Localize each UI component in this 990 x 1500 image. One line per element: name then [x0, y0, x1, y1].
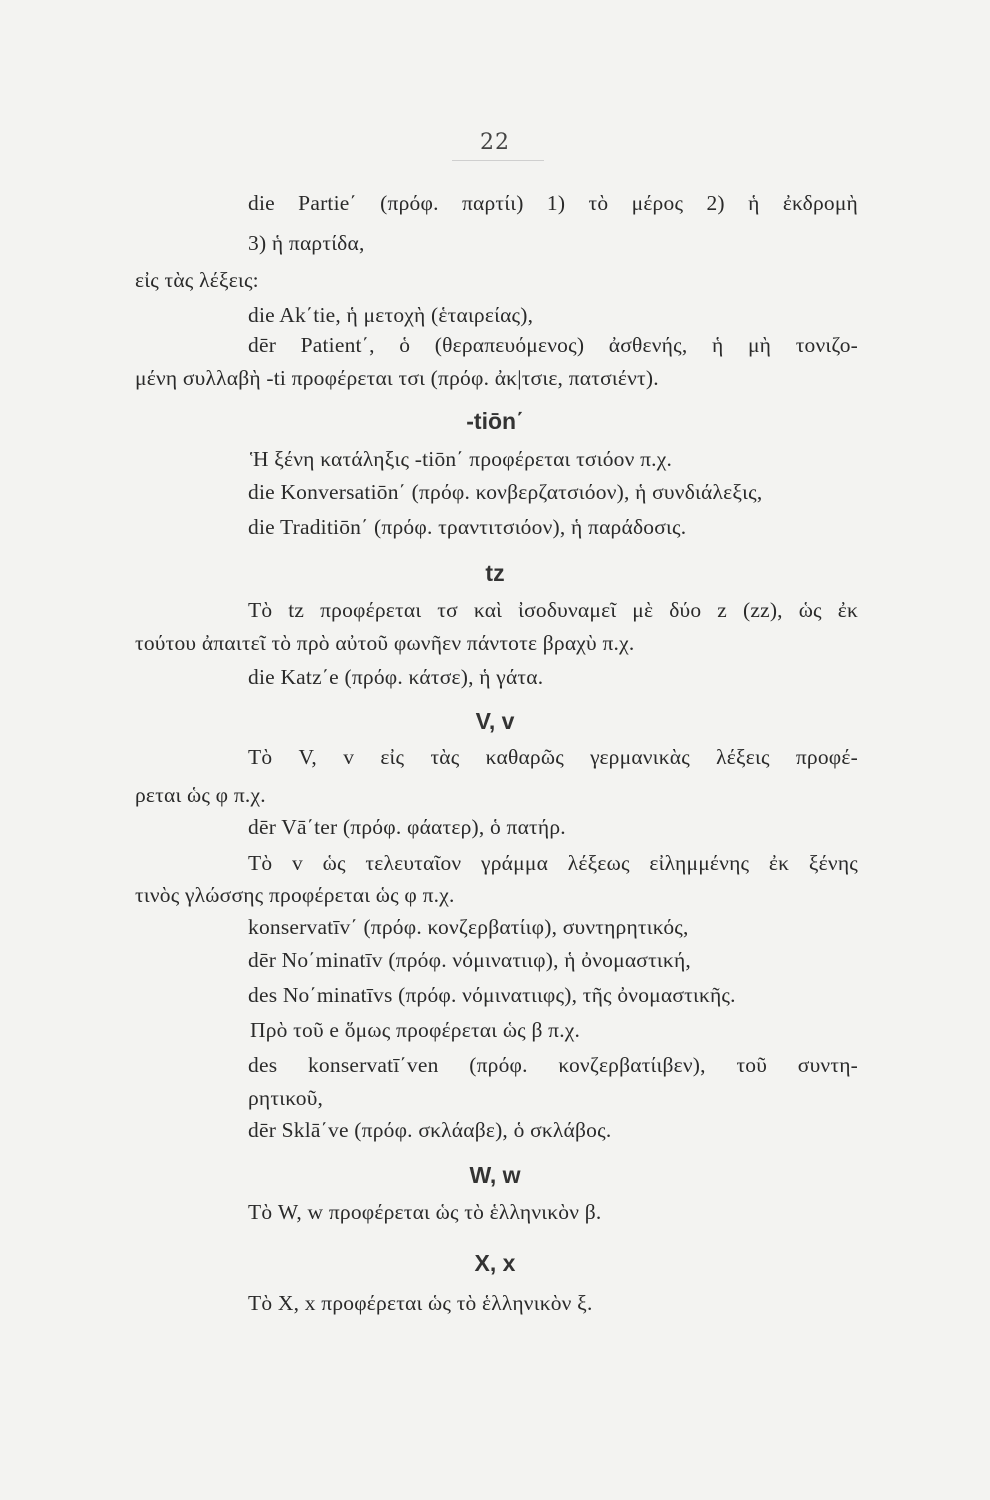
text-line: Πρὸ τοῦ e ὅμως προφέρεται ὡς β π.χ.: [250, 1018, 581, 1042]
text-line: εἰς τὰς λέξεις:: [135, 268, 259, 292]
text-line: des No΄minatīvs (πρόφ. νόμινατιιφς), τῆς ὀνομαστικῆς.: [248, 983, 736, 1007]
section-heading-v: V, v: [475, 708, 515, 734]
text-line: Τὸ V, v εἰς τὰς καθαρῶς γερμανικὰς λέξεις προφέ-: [248, 745, 858, 769]
text-line: die Ak΄tie, ἡ μετοχὴ (ἑταιρείας),: [248, 303, 534, 327]
text-line: dēr Sklā΄ve (πρόφ. σκλάαβε), ὁ σκλάβος.: [248, 1118, 612, 1142]
text-line: des konservatī΄ven (πρόφ. κονζερβατίιβεν), τοῦ συντη-: [248, 1053, 858, 1077]
text-line: dēr Vā΄ter (πρόφ. φάατερ), ὁ πατήρ.: [248, 815, 566, 839]
page-number-rule: [452, 160, 544, 161]
text-line: Τὸ X, x προφέρεται ὡς τὸ ἑλληνικὸν ξ.: [248, 1291, 593, 1315]
section-heading-x: X, x: [474, 1250, 516, 1276]
text-line: τινὸς γλώσσης προφέρεται ὡς φ π.χ.: [135, 883, 455, 907]
text-line: konservatīv΄ (πρόφ. κονζερβατίιφ), συντηρητικός,: [248, 915, 689, 939]
text-line: Τὸ v ὡς τελευταῖον γράμμα λέξεως εἰλημμένης ἐκ ξένης: [248, 851, 858, 875]
text-line: die Partie΄ (πρόφ. παρτίι) 1) τὸ μέρος 2) ἡ ἐκδρομὴ: [248, 191, 858, 215]
text-line: ρητικοῦ,: [248, 1086, 324, 1110]
section-heading-tion: -tiōn΄: [466, 408, 524, 434]
page-number: 22: [480, 130, 510, 155]
text-line: Τὸ tz προφέρεται τσ καὶ ἰσοδυναμεῖ μὲ δύο z (zz), ὡς ἐκ: [248, 598, 858, 622]
text-line: die Konversatiōn΄ (πρόφ. κονβερζατσιόον), ἡ συνδιάλεξις,: [248, 480, 763, 504]
text-line: dēr No΄minatīv (πρόφ. νόμινατιιφ), ἡ ὀνομαστική,: [248, 948, 691, 972]
text-line: dēr Patient΄, ὁ (θεραπευόμενος) ἀσθενής, ἡ μὴ τονιζο-: [248, 333, 858, 357]
text-line: Ἡ ξένη κατάληξις -tiōn΄ προφέρεται τσιόον π.χ.: [250, 447, 673, 471]
text-line: Τὸ W, w προφέρεται ὡς τὸ ἑλληνικὸν β.: [248, 1200, 602, 1224]
section-heading-tz: tz: [485, 560, 505, 586]
text-line: τούτου ἀπαιτεῖ τὸ πρὸ αὐτοῦ φωνῆεν πάντοτε βραχὺ π.χ.: [135, 631, 635, 655]
text-line: ρεται ὡς φ π.χ.: [135, 783, 266, 807]
section-heading-w: W, w: [469, 1162, 521, 1188]
text-line: μένη συλλαβὴ -ti προφέρεται τσι (πρόφ. ἀκ|τσιε, πατσιέντ).: [135, 366, 659, 390]
text-line: die Traditiōn΄ (πρόφ. τραντιτσιόον), ἡ παράδοσις.: [248, 515, 687, 539]
text-line: die Katz΄e (πρόφ. κάτσε), ἡ γάτα.: [248, 665, 544, 689]
text-line: 3) ἡ παρτίδα,: [248, 231, 365, 255]
